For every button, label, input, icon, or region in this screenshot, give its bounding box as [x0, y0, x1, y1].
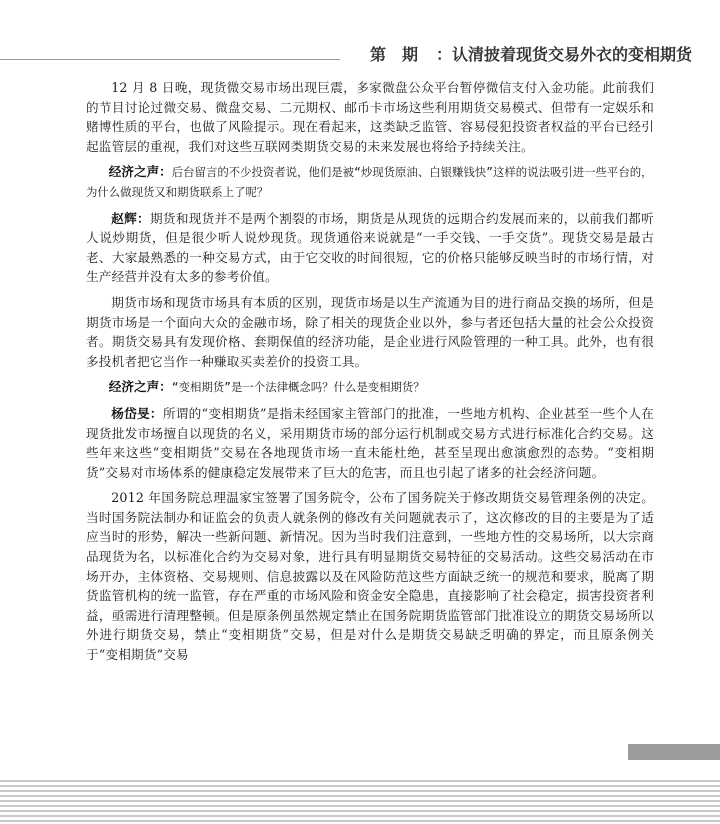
- running-title: [370, 42, 692, 65]
- chapter-label: 第 期: [369, 45, 418, 64]
- host-label: 经济之声：: [108, 379, 172, 395]
- answer-paragraph: [86, 209, 654, 287]
- speaker-label: 赵辉：: [111, 210, 150, 226]
- host-question: [86, 377, 654, 398]
- footer-stripes: [0, 780, 720, 824]
- answer-paragraph: [86, 404, 654, 482]
- speaker-label: 杨岱旻：: [111, 405, 163, 421]
- header-divider: [0, 59, 340, 60]
- host-label: 经济之声：: [108, 164, 172, 180]
- answer-text: 期货和现货并不是两个割裂的市场，期货是从现货的远期合约发展而来的，以前我们都听人说炒期货，但是很少听人说炒现货。现货通俗来说就是“一手交钱、一手交货”。现货交易是最古老、大家最熟悉的一种交易方式，由于它交收的时间很短，它的价格只能够反映当时的市场行情，对生产经营并没有太多的参考价值。: [86, 210, 654, 285]
- answer-text: 所谓的“变相期货”是指未经国家主管部门的批准，一些地方机构、企业甚至一些个人在现货批发市场擅自以现货的名义，采用期货市场的部分运行机制或交易方式进行标准化合约交易。这些年来这些“变相期货”交易在各地现货市场一直未能杜绝，甚至呈现出愈演愈烈的态势。“变相期货”交易对市场体系的健康稳定发展带来了巨大的危害，而且也引起了诸多的社会经济问题。: [86, 405, 654, 480]
- chapter-title: ：认清披着现货交易外衣的变相期货: [435, 45, 692, 64]
- question-text: 后台留言的不少投资者说，他们是被“炒现货原油、白银赚钱快”这样的说法吸引进一些平台的，为什么做现货又和期货联系上了呢？: [86, 165, 653, 199]
- answer-paragraph: [86, 488, 654, 664]
- article-body: [86, 78, 654, 671]
- answer-text: 期货市场和现货市场具有本质的区别，现货市场是以生产流通为目的进行商品交换的场所，但是期货市场是一个面向大众的金融市场，除了相关的现货企业以外，参与者还包括大量的社会公众投资者。期货交易具有发现价格、套期保值的经济功能，是企业进行风险管理的一种工具。此外，也有很多投机者把它当作一种赚取买卖差价的投资工具。: [86, 294, 654, 369]
- answer-text: 2012 年国务院总理温家宝签署了国务院令，公布了国务院关于修改期货交易管理条例的决定。当时国务院法制办和证监会的负责人就条例的修改有关问题就表示了，这次修改的目的主要是为了适应当时的形势，解决一些新问题、新情况。因为当时我们注意到，一些地方性的交易场所，以大宗商品现货为名，以标准化合约为交易对象，进行具有明显期货交易特征的交易活动。这些交易活动在市场开办，主体资格、交易规则、信息披露以及在风险防范这些方面缺乏统一的规范和要求，脱离了期货监管机构的统一监管，存在严重的市场风险和资金安全隐患，直接影响了社会稳定，损害投资者利益，亟需进行清理整顿。但是原条例虽然规定禁止在国务院期货监管部门批准设立的期货交易场所以外进行期货交易，禁止“变相期货”交易，但是对什么是期货交易缺乏明确的界定，而且原条例关于“变相期货”交易: [86, 490, 654, 663]
- paragraph-text: 12 月 8 日晚，现货微交易市场出现巨震，多家微盘公众平台暂停微信支付入金功能。此前我们的节目讨论过微交易、微盘交易、二元期权、邮币卡市场这些利用期货交易模式、但带有一定娱乐和赌博性质的平台，也做了风险提示。现在看起来，这类缺乏监管、容易侵犯投资者权益的平台已经引起监管层的重视，我们对这些互联网类期货交易的未来发展也将给予持续关注。: [86, 80, 654, 154]
- question-text: “变相期货”是一个法律概念吗？什么是变相期货？: [171, 380, 425, 395]
- answer-paragraph: [86, 293, 654, 371]
- page-header: [0, 0, 720, 80]
- paragraph-intro: [86, 78, 654, 156]
- host-question: [86, 162, 654, 202]
- page-number-tab: [628, 744, 720, 760]
